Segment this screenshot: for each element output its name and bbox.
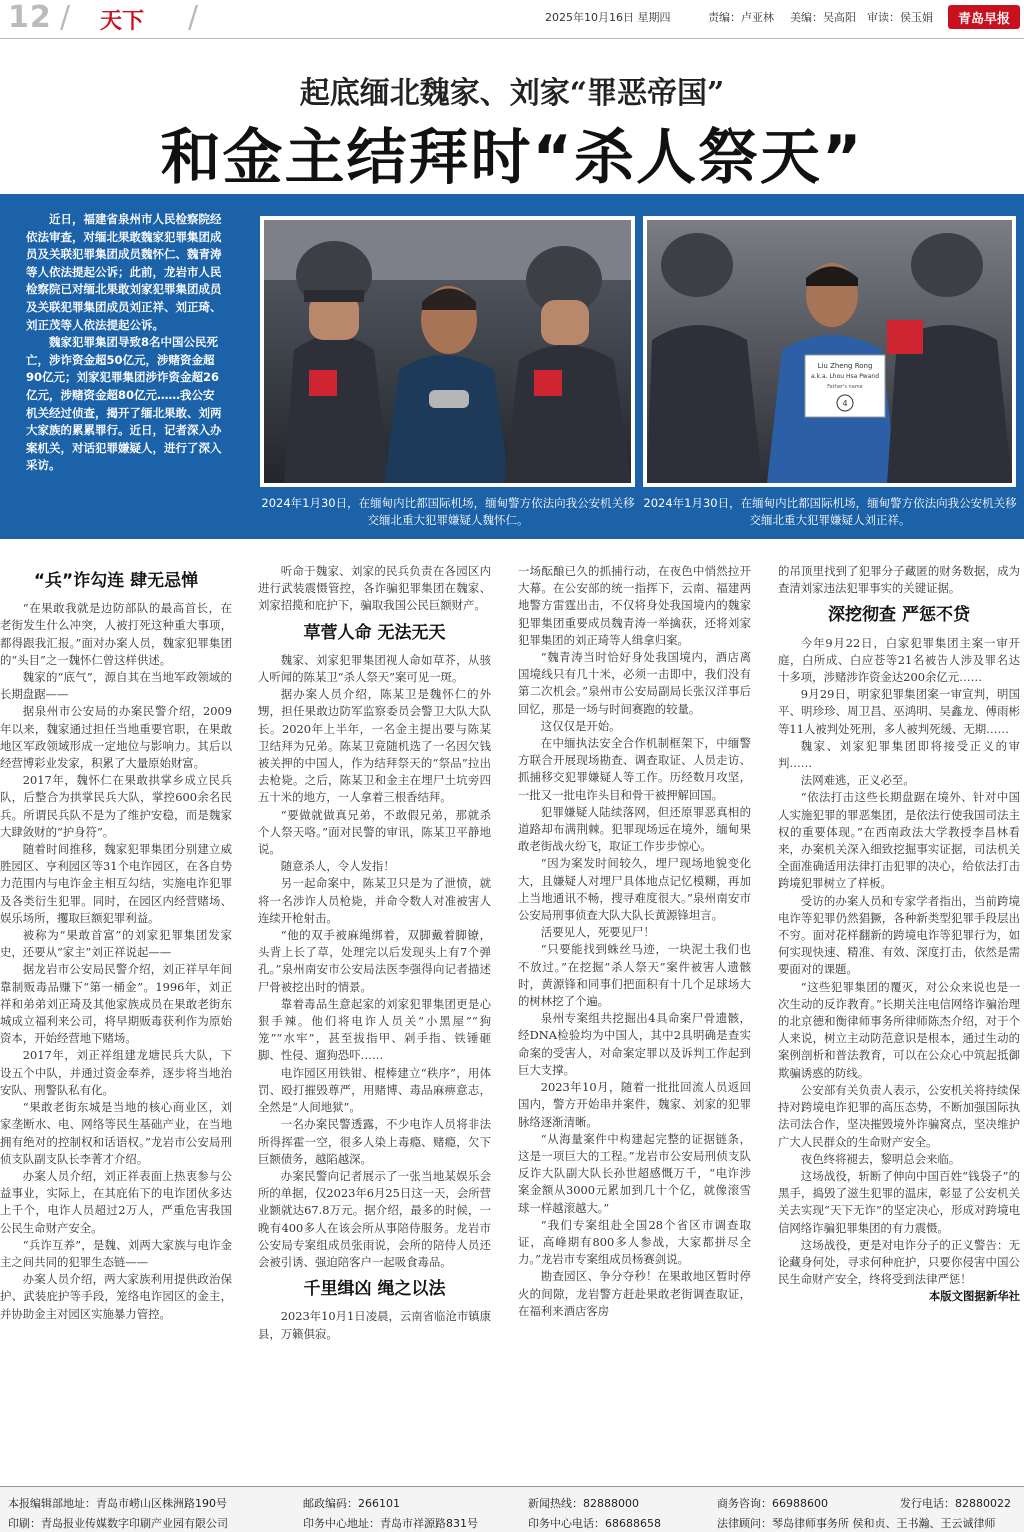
footer-business: 商务咨询：66988600 bbox=[717, 1497, 828, 1510]
photo-credit: 本版文图据新华社 bbox=[928, 1289, 1020, 1304]
body-paragraph: 的吊顶里找到了犯罪分子藏匿的财务数据，成为查清刘家违法犯罪事实的关键证据。 bbox=[778, 564, 1020, 596]
body-paragraph: 靠着毒品生意起家的刘家犯罪集团更是心狠手辣。他们将电诈人员关“小黑屋”“狗笼”“水牢”，甚至拔指甲、剁手指、铁锤砸脚、性侵、遛狗恐吓…… bbox=[258, 996, 491, 1063]
body-paragraph: 这仅仅是开始。 bbox=[540, 718, 621, 733]
body-paragraph: 另一起命案中，陈某卫只是为了泄愤，就将一名涉诈人员枪毙，并命令数人对准被害人连续开枪射击。 bbox=[258, 876, 491, 925]
footer-printer: 印刷：青岛报业传媒数字印刷产业园有限公司 bbox=[8, 1517, 228, 1530]
footer-print-phone: 印务中心电话：68688658 bbox=[528, 1517, 661, 1530]
divider-slash: / bbox=[60, 0, 71, 35]
newspaper-logo bbox=[948, 5, 1020, 29]
news-photo-wei-huairen bbox=[260, 216, 635, 487]
proofreader-credit: 审读：侯玉娟 bbox=[867, 11, 933, 24]
footer-legal: 法律顾问：琴岛律师事务所 侯和贞、王书瀚、王云诚律师 bbox=[717, 1517, 996, 1530]
body-paragraph: 今年9月22日，白家犯罪集团主案一审开庭，白所成、白应苍等21名被告人涉及罪名达十多项，涉赌涉诈资金达200余亿元…… bbox=[778, 635, 1020, 685]
body-paragraph: “在果敢我就是边防部队的最高首长，在老街发生什么冲突，人被打死这种重大事项，都得跟我汇报。”面对办案人员，魏家犯罪集团的“头目”之一魏怀仁曾这样供述。 bbox=[0, 601, 232, 667]
body-paragraph: “我们专案组赴全国28个省区市调查取证，高峰期有800多人参战，大家都拼尽全力。”龙岩市专案组成员杨赛剑说。 bbox=[518, 1217, 751, 1267]
page-footer bbox=[0, 1486, 1024, 1532]
body-paragraph: “他的双手被麻绳绑着，双脚戴着脚镣，头背上长了草，处理完以后发现头上有7个弹孔。”泉州南安市公安局法医李强得向记者描述尸骨被挖出时的情景。 bbox=[258, 928, 491, 994]
art-editor-credit: 美编：吴高阳 bbox=[790, 11, 856, 24]
body-paragraph: 法网难逃，正义必至。 bbox=[800, 773, 915, 788]
body-paragraph: 随着时间推移，魏家犯罪集团分别建立威胜园区、亨利园区等31个电诈园区，在各自势力范围内与电诈金主相互勾结，实施电诈犯罪及各类衍生犯罪。同时，在园区内经营赌场、娱乐场所，攫取巨额犯罪利益。 bbox=[0, 842, 232, 925]
body-paragraph: 魏家的“底气”，源自其在当地军政领域的长期盘踞—— bbox=[0, 670, 232, 702]
footer-address: 本报编辑部地址：青岛市崂山区株洲路190号 bbox=[8, 1497, 227, 1510]
body-paragraph: “魏青涛当时恰好身处我国境内，酒店离国境线只有几十米，必须一击即中，我们没有第二次机会。”泉州市公安局副局长张汉洋事后回忆，那是一场与时间赛跑的较量。 bbox=[518, 650, 751, 716]
body-paragraph: 据办案人员介绍，陈某卫是魏怀仁的外甥，担任果敢边防军监察委员会警卫大队大队长。2020年上半年，一名金主提出要与陈某卫结拜为兄弟。陈某卫竟随机选了一名因欠钱被关押的中国人，作为结拜祭天的“祭品”拉出去枪毙。之后，陈某卫和金主在埋尸土坑旁四五十米的地方，一人拿着三根香结拜。 bbox=[258, 687, 491, 805]
body-paragraph: 泉州专案组共挖掘出4具命案尸骨遗骸，经DNA检验均为中国人，其中2具明确是查实命案的受害人，对命案定罪以及诉判工作起到巨大支撑。 bbox=[518, 1011, 751, 1077]
photo-caption: 2024年1月30日，在缅甸内比都国际机场，缅甸警方依法向我公安机关移交缅北重大犯罪嫌疑人魏怀仁。 bbox=[261, 496, 635, 527]
article-column-4 bbox=[778, 563, 1020, 1306]
placard-line: a.k.a. Lhou Hsa Pwand bbox=[810, 373, 880, 380]
body-paragraph: “这些犯罪集团的覆灭，对公众来说也是一次生动的反诈教育。”长期关注电信网络诈骗治理的北京德和衡律师事务所律师陈杰介绍，对于个人来说，树立主动防范意识是根本，通过生动的案例剖析和普法教育，可以在公众心中筑起抵御欺骗诱惑的防线。 bbox=[778, 979, 1020, 1080]
body-paragraph: 这场战役，更是对电诈分子的正义警告：无论藏身何处，寻求何种庇护，只要你侵害中国公民生命财产安全，终将受到法律严惩！ bbox=[778, 1237, 1020, 1287]
body-paragraph: 公安部有关负责人表示，公安机关将持续保持对跨境电诈犯罪的高压态势，不断加强国际执法司法合作，坚决摧毁境外诈骗窝点，坚决维护广大人民群众的生命财产安全。 bbox=[778, 1082, 1020, 1149]
section-heading: 千里缉凶 绳之以法 bbox=[303, 1279, 446, 1300]
placard-line: Liu Zheng Rong bbox=[817, 362, 873, 370]
section-heading: 深挖彻查 严惩不贷 bbox=[828, 605, 970, 626]
issue-date: 2025年10月16日 星期四 bbox=[545, 11, 671, 24]
body-paragraph: “因为案发时间较久，埋尸现场地貌变化大，且嫌疑人对埋尸具体地点记忆模糊，再加上当地通讯不畅，搜寻难度很大。”泉州南安市公安局刑事侦查大队大队长黄源锋坦言。 bbox=[518, 856, 751, 923]
article-lead bbox=[26, 211, 222, 475]
body-paragraph: 据泉州市公安局的办案民警介绍，2009年以来，魏家通过担任当地重要官职，在果敢地区军政领域形成一定地位与影响力。其后以经营博彩业发家，积累了大量原始财富。 bbox=[0, 704, 232, 771]
section-heading: “兵”诈勾连 肆无忌惮 bbox=[33, 571, 199, 591]
article-column-2 bbox=[258, 563, 491, 1343]
page-header bbox=[0, 0, 1024, 39]
photo-illustration bbox=[647, 220, 1012, 483]
body-paragraph: 办案民警向记者展示了一张当地某娱乐会所的单据，仅2023年6月25日这一天，会所营业额就达67.8万元。据介绍，最多的时候，一晚有400多人在该会所从事陪侍服务。龙岩市公安局专案组成员张雨说，会所的陪侍人员还会被引诱、强迫陪客户一起吸食毒品。 bbox=[258, 1168, 491, 1269]
photo-caption: 2024年1月30日，在缅甸内比都国际机场，缅甸警方依法向我公安机关移交缅北重大犯罪嫌疑人刘正祥。 bbox=[643, 496, 1017, 527]
body-paragraph: 办案人员介绍，两大家族利用提供政治保护、武装庇护等手段，笼络电诈园区的金主，并协助金主对园区实施暴力管控。 bbox=[0, 1272, 232, 1321]
article-column-1 bbox=[0, 563, 232, 1323]
body-paragraph: 电诈园区用铁钳、棍棒建立“秩序”，用体罚、殴打摧毁尊严，用赌博、毒品麻痹意志，全然是“人间地狱”。 bbox=[258, 1065, 491, 1115]
lead-paragraph: 魏家犯罪集团导致8名中国公民死亡，涉诈资金超50亿元，涉赌资金超90亿元；刘家犯罪集团涉诈资金超26亿元，涉赌资金超80亿元……我公安机关经过侦查，揭开了缅北果敢、刘两大家族的累累罪行。近日，记者深入办案机关，对话犯罪嫌疑人，进行了深入采访。 bbox=[26, 335, 222, 473]
suspect-placard bbox=[805, 355, 885, 417]
body-paragraph: 2023年10月1日凌晨，云南省临沧市镇康县，万籁俱寂。 bbox=[258, 1309, 491, 1341]
editor-credit: 责编：卢亚林 bbox=[708, 11, 774, 24]
body-paragraph: 据龙岩市公安局民警介绍，刘正祥早年间靠制贩毒品赚下“第一桶金”。1996年，刘正祥和弟弟刘正琦及其他家族成员在果敢老街东城成立福利来公司，将早期贩毒获利作为原始资本，开始经营地下赌场。 bbox=[0, 962, 232, 1046]
body-paragraph: 听命于魏家、刘家的民兵负责在各园区内进行武装震慑管控，各诈骗犯罪集团在魏家、刘家招揽和庇护下，骗取我国公民巨额财产。 bbox=[258, 564, 491, 613]
brand-name: 青岛早报 bbox=[957, 11, 1010, 27]
article-column-3 bbox=[518, 563, 751, 1320]
section-heading: 草菅人命 无法无天 bbox=[303, 622, 446, 643]
body-paragraph: 魏家、刘家犯罪集团视人命如草芥，从骇人听闻的陈某卫“杀人祭天”案可见一斑。 bbox=[258, 652, 491, 685]
body-paragraph: “依法打击这些长期盘踞在境外、针对中国人实施犯罪的罪恶集团，是依法行使我国司法主权的重要体现。”在西南政法大学教授李昌林看来，办案机关深入细致挖掘事实证据，司法机关全面准确适用法律打击犯罪的决心，给依法打击跨境犯罪树立了样板。 bbox=[778, 790, 1020, 891]
footer-print-address: 印务中心地址：青岛市祥源路831号 bbox=[303, 1517, 478, 1530]
body-paragraph: 9月29日，明家犯罪集团案一审宣判，明国平、明珍珍、周卫昌、巫鸿明、吴鑫龙、傅雨彬等11人被判处死刑，多人被判死缓、无期…… bbox=[778, 687, 1020, 736]
body-paragraph: 受访的办案人员和专家学者指出，当前跨境电诈等犯罪仍然猖獗，各种新类型犯罪手段层出不穷。面对花样翻新的跨境电诈等犯罪行为，如何实现快速、精准、有效、深度打击，依然是需要面对的课题。 bbox=[778, 893, 1020, 977]
page-number: 12 bbox=[8, 0, 52, 35]
body-paragraph: 活要见人，死要见尸！ bbox=[540, 925, 655, 940]
body-paragraph: 2017年，魏怀仁在果敢拱掌乡成立民兵队，后整合为拱掌民兵大队，掌控600余名民兵。所谓民兵队不是为了维护安稳，而是魏家大肆敛财的“护身符”。 bbox=[0, 773, 232, 839]
body-paragraph: 勘查园区、争分夺秒！在果敢地区暂时停火的间隙，龙岩警方赶赴果敢老街调查取证，在福利来酒店客房 bbox=[518, 1269, 751, 1318]
body-paragraph: 2023年10月，随着一批批回流人员返回国内，警方开始串并案件，魏家、刘家的犯罪脉络逐渐清晰。 bbox=[518, 1080, 751, 1129]
body-paragraph: 被称为“果敢首富”的刘家犯罪集团发家史，还要从“家主”刘正祥说起—— bbox=[0, 928, 232, 960]
body-paragraph: 一场酝酿已久的抓捕行动，在夜色中悄然拉开大幕。在公安部的统一指挥下，云南、福建两地警方雷霆出击，不仅将身处我国境内的魏家犯罪集团重要成员魏青涛一举擒获，还将刘家犯罪集团的刘正琦等人缉拿归案。 bbox=[518, 564, 751, 647]
body-paragraph: “兵诈互养”，是魏、刘两大家族与电诈金主之间共同的犯罪生态链—— bbox=[0, 1237, 232, 1269]
lead-paragraph: 近日，福建省泉州市人民检察院经依法审查，对缅北果敢魏家犯罪集团成员及关联犯罪集团成员魏怀仁、魏青涛等人依法提起公诉；此前，龙岩市人民检察院已对缅北果敢刘家犯罪集团成员及关联犯罪集团成员刘正祥、刘正琦、刘正茂等人依法提起公诉。 bbox=[26, 212, 222, 332]
article-kicker: 起底缅北魏家、刘家“罪恶帝国” bbox=[299, 76, 725, 111]
body-paragraph: 夜色终将褪去，黎明总会来临。 bbox=[800, 1151, 961, 1166]
body-paragraph: 这场战役，斩断了伸向中国百姓“钱袋子”的黑手，捣毁了滋生犯罪的温床，彰显了公安机关关去实现“天下无诈”的坚定决心，形成对跨境电信网络诈骗犯罪集团的有力震慑。 bbox=[778, 1168, 1020, 1235]
body-paragraph: 魏家、刘家犯罪集团即将接受正义的审判…… bbox=[778, 738, 1020, 771]
placard-line: Father's name bbox=[827, 384, 863, 390]
body-paragraph: 一名办案民警透露，不少电诈人员将非法所得挥霍一空，很多人染上毒瘾、赌瘾，欠下巨额债务，越陷越深。 bbox=[258, 1117, 491, 1166]
body-paragraph: 办案人员介绍，刘正祥表面上热衷参与公益事业，实际上，在其庇佑下的电诈团伙多达上千个，电诈人员超过2万人，严重危害我国公民生命财产安全。 bbox=[0, 1168, 232, 1235]
article-headline: 和金主结拜时“杀人祭天” bbox=[160, 123, 864, 193]
body-paragraph: “从海量案件中构建起完整的证据链条，这是一项巨大的工程。”龙岩市公安局刑侦支队反诈大队副大队长孙世超感慨万千，“电诈涉案金额从3000元累加到几十个亿，就像滚雪球一样越滚越大。” bbox=[518, 1131, 751, 1215]
body-paragraph: 在中缅执法安全合作机制框架下，中缅警方联合开展现场勘查、调查取证、人员走访、抓捕移交犯罪嫌疑人等工作。历经数月攻坚，一批又一批电诈头目和骨干被押解回国。 bbox=[518, 736, 751, 802]
footer-postcode: 邮政编码：266101 bbox=[303, 1497, 400, 1510]
photo-illustration bbox=[264, 220, 631, 483]
body-paragraph: 2017年，刘正祥组建龙塘民兵大队，下设五个中队，并通过资金奉养，逐步将当地治安队、刑警队私有化。 bbox=[0, 1048, 232, 1097]
body-paragraph: “果敢老街东城是当地的核心商业区，刘家垄断水、电、网络等民生基础产业，在当地拥有绝对的控制权和话语权。”龙岩市公安局刑侦支队副支队长李菁才介绍。 bbox=[0, 1100, 232, 1166]
body-paragraph: 犯罪嫌疑人陆续落网，但还原罪恶真相的道路却布满荆棘。犯罪现场远在境外，缅甸果敢老街战火纷飞，取证工作步步惊心。 bbox=[518, 804, 751, 854]
footer-distribution: 发行电话：82880022 bbox=[900, 1497, 1011, 1510]
placard-number: 4 bbox=[842, 399, 848, 408]
body-paragraph: 随意杀人，令人发指！ bbox=[280, 859, 395, 874]
footer-hotline: 新闻热线：82888000 bbox=[528, 1497, 639, 1510]
body-paragraph: “要做就做真兄弟，不敢假兄弟，那就杀个人祭天咯。”面对民警的审讯，陈某卫平静地说。 bbox=[258, 807, 491, 857]
news-photo-liu-zhengxiang bbox=[643, 216, 1016, 487]
divider-slash: / bbox=[188, 0, 199, 35]
section-name: 天下 bbox=[100, 9, 145, 34]
body-paragraph: “只要能找到蛛丝马迹，一块泥土我们也不放过。”在挖掘“杀人祭天”案件被害人遗骸时，黄源锋和同事们把面积有十几个足球场大的树林挖了个遍。 bbox=[518, 942, 751, 1009]
